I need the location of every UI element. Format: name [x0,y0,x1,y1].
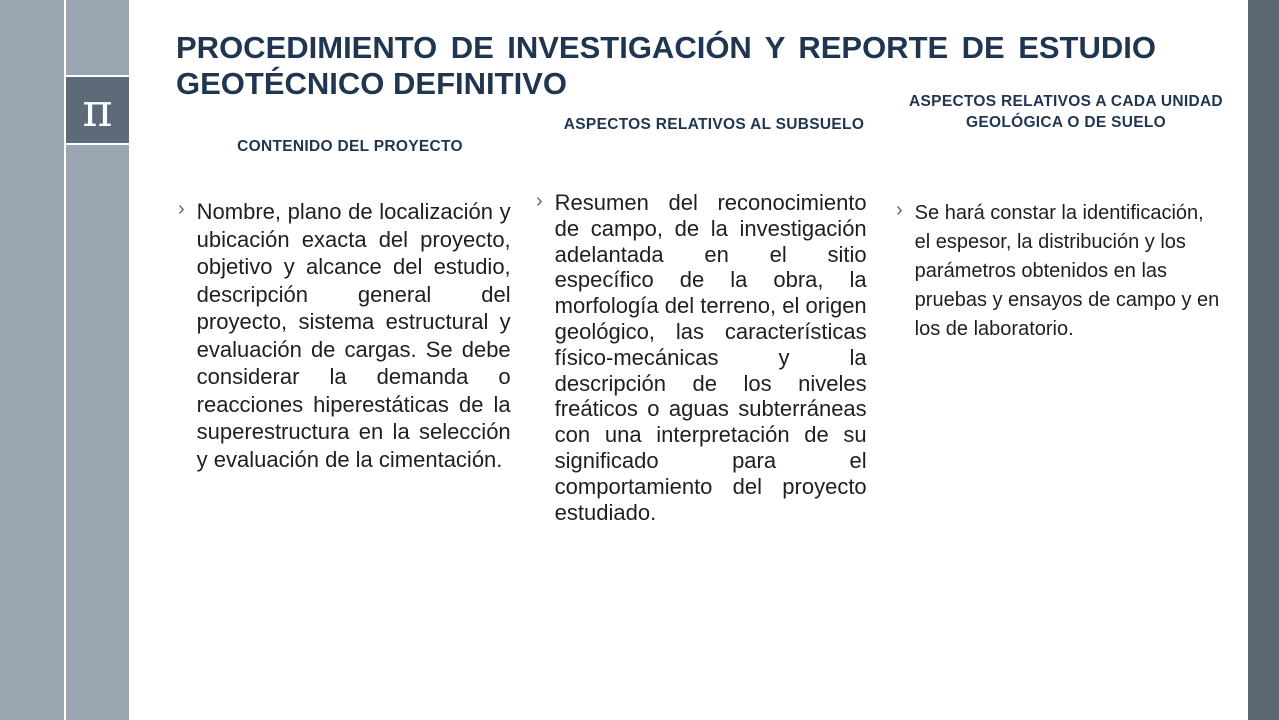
chevron-right-icon: › [536,190,543,212]
chevron-right-icon: › [896,199,903,221]
bullet-text-subsuelo: Resumen del reconocimiento de campo, de la investigación adelantada en el sitio específico de la obra, la morfología del terreno, el origen geológico, las características físico-mecánicas y la descripción de los niveles freáticos o aguas subterráneas con una interpretación de su significado para el comportamiento del proyecto estudiado. [554,190,867,525]
chevron-right-icon: › [178,198,185,220]
bullet-text-contenido: Nombre, plano de localización y ubicación exacta del proyecto, objetivo y alcance del estudio, descripción general del proyecto, sistema estructural y evaluación de cargas. Se debe considerar la demanda o reacciones hiperestáticas de la superestructura en la selección y evaluación de la cimentación. [196,199,511,472]
right-decorative-rail [1248,0,1279,720]
bullet-text-unidad-geologica: Se hará constar la identificación, el espesor, la distribución y los parámetros obtenidos en las pruebas y ensayos de campo y en los de laboratorio. [914,202,1220,340]
pi-icon [66,75,129,145]
slide-title: PROCEDIMIENTO DE INVESTIGACIÓN Y REPORTE DE ESTUDIO GEOTÉCNICO DEFINITIVO [176,30,1156,101]
bullet-unidad-geologica [896,199,1236,344]
pi-glyph: π [82,83,113,137]
column-heading-subsuelo: ASPECTOS RELATIVOS AL SUBSUELO [563,116,865,133]
column-heading-contenido: CONTENIDO DEL PROYECTO [237,138,463,155]
bullet-subsuelo [536,190,876,525]
column-heading-unidad-geologica: ASPECTOS RELATIVOS A CADA UNIDAD GEOLÓGICA O DE SUELO [909,93,1223,131]
bullet-contenido [178,198,518,473]
